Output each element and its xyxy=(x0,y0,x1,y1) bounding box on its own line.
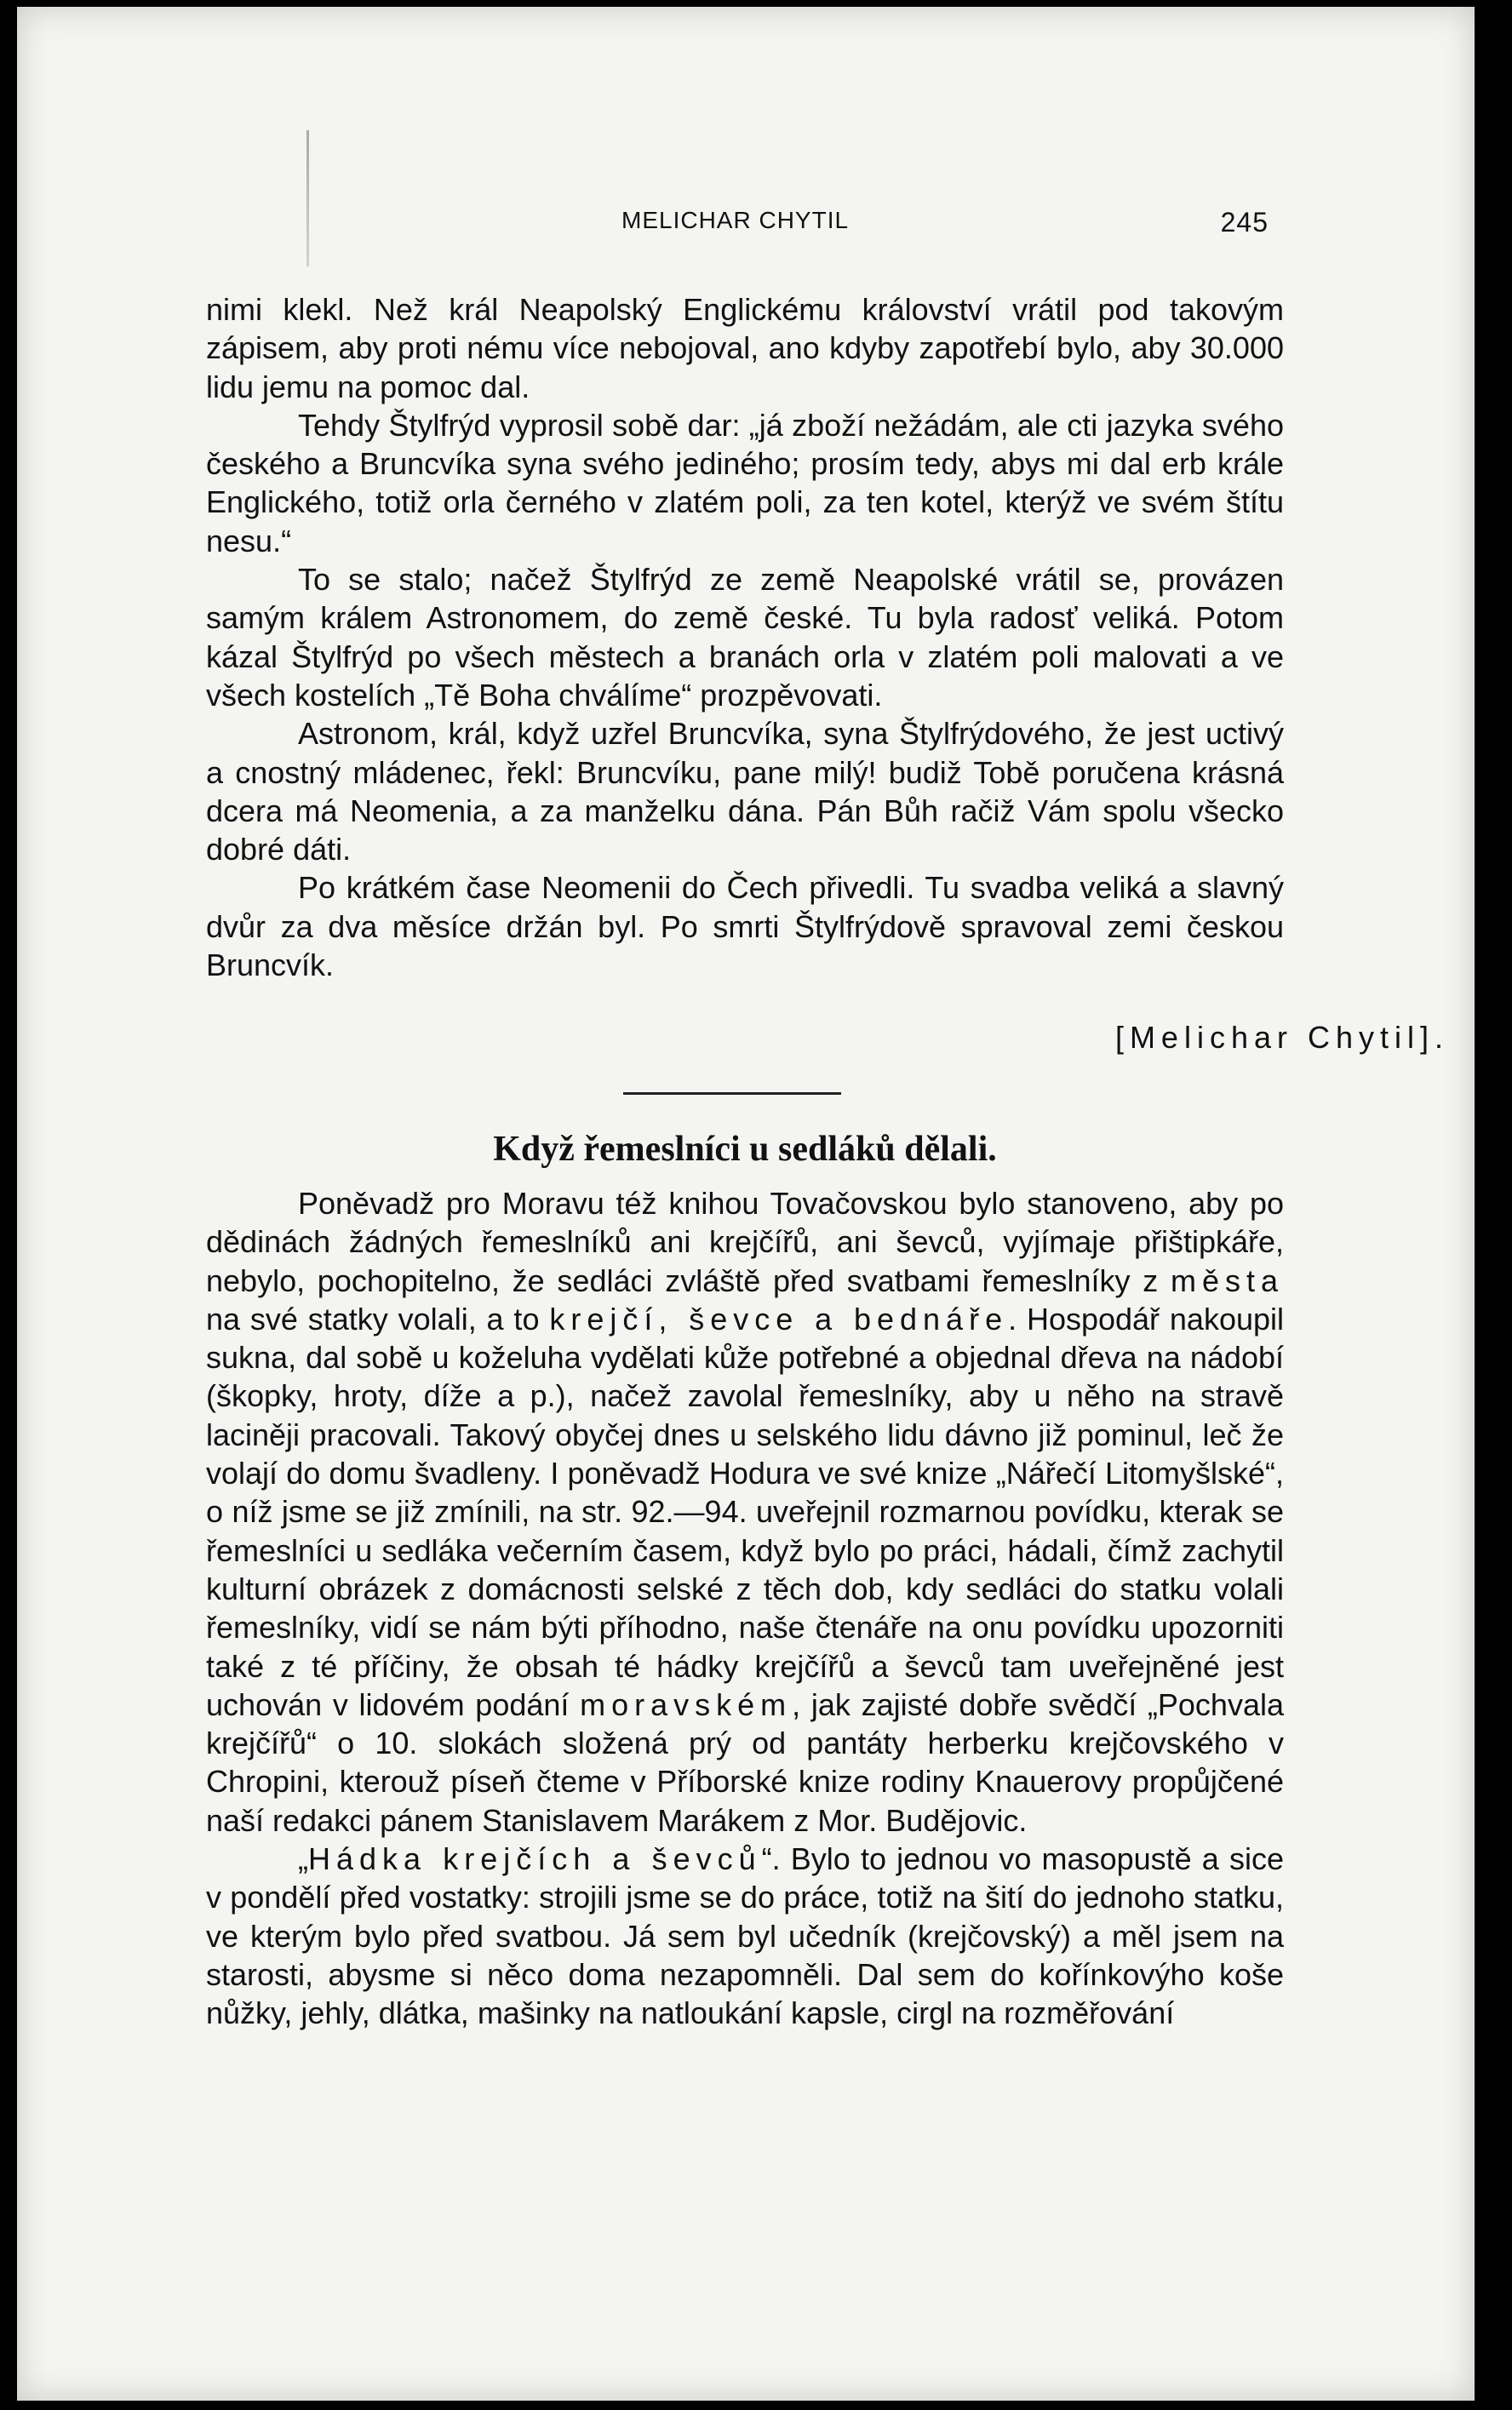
emphasized-text: Hádka krejčích a ševců xyxy=(308,1841,762,1877)
text-run: , jak zajisté dobře svědčí „Pochvala krejčířů“ o 10. slokách složená prý od pantáty herberku krejčovského v Chropini, kterouž píseň čteme v Příborské knize rodiny Knauerovy propůjčené naší redakci pánem Stanislavem Marákem z Mor. Budějovic. xyxy=(206,1686,1284,1838)
paragraph xyxy=(206,1840,1284,2032)
text-run: Poněvadž pro Moravu též knihou Tovačovskou bylo stanoveno, aby po dědinách žádných řemeslníků ani krejčířů, ani ševců, vyjímaje přištipkáře, nebylo, pochopitelno, že sedláci zvláště před svatbami řemeslníky z xyxy=(206,1186,1284,1298)
book-page xyxy=(17,7,1475,2401)
page-fold-mark xyxy=(306,130,309,266)
text-run: na své statky volali, a to xyxy=(206,1301,550,1337)
paragraph: To se stalo; načež Štylfrýd ze země Neapolské vrátil se, provázen samým králem Astronomem, do země české. Tu byla radosť veliká. Potom kázal Štylfrýd po všech městech a branách orla v zlatém poli malovati a ve všech kostelích „Tě Boha chválíme“ prozpěvovati. xyxy=(206,562,1284,713)
story-conclusion xyxy=(206,290,1284,984)
text-run: „ xyxy=(298,1841,308,1877)
paragraph: Tehdy Štylfrýd vyprosil sobě dar: „já zboží nežádám, ale cti jazyka svého českého a Bruncvíka syna svého jediného; prosím tedy, abys mi dal erb krále Englického, totiž orla černého v zlatém poli, za ten kotel, kterýž ve svém štítu nesu.“ xyxy=(206,407,1284,558)
emphasized-text: krejčí, ševce a bednáře xyxy=(549,1301,1009,1337)
text-run: “. Bylo to jednou vo masopustě a sice v pondělí před vostatky: strojili jsme se do práce, totiž na šití do jednoho statku, ve kterým bylo před svatbou. Já sem byl učedník (krejčovský) a měl jsem na starosti, abysme si něco doma nezapomněli. Dal sem do kořínkovýho koše nůžky, jehly, dlátka, mašinky na natloukání kapsle, cirgl na rozměřování xyxy=(206,1841,1284,2031)
section-heading: Když řemeslníci u sedláků dělali. xyxy=(493,1130,997,1169)
page-number: 245 xyxy=(1220,207,1269,238)
paragraph: Astronom, král, když uzřel Bruncvíka, syna Štylfrýdového, že jest uctivý a cnostný mládenec, řekl: Bruncvíku, pane milý! budiž Tobě poručena krásná dcera má Neomenia, a za manželku dána. Pán Bůh račiž Vám spolu všecko dobré dáti. xyxy=(206,716,1284,867)
paragraph: Po krátkém čase Neomenii do Čech přivedli. Tu svadba veliká a slavný dvůr za dva měsíce držán byl. Po smrti Štylfrýdově spravoval zemi českou Bruncvík. xyxy=(206,870,1284,983)
paragraph xyxy=(206,1184,1284,1840)
author-signature: [Melichar Chytil]. xyxy=(1114,1020,1449,1055)
section-divider xyxy=(623,1092,841,1095)
running-head-title: MELICHAR CHYTIL xyxy=(621,207,850,233)
section-body xyxy=(206,1184,1284,2033)
emphasized-text: moravském xyxy=(580,1686,793,1722)
emphasized-text: města xyxy=(1170,1262,1284,1298)
running-header xyxy=(621,207,1269,238)
paragraph: nimi klekl. Než král Neapolský Englickému království vrátil pod takovým zápisem, aby proti nému více nebojoval, ano kdyby zapotřebí bylo, aby 30.000 lidu jemu na pomoc dal. xyxy=(206,292,1284,404)
text-run: . Hospodář nakoupil sukna, dal sobě u koželuha vydělati kůže potřebné a objednal dřeva na nádobí (škopky, hroty, díže a p.), načež zavolal řemeslníky, aby u něho na stravě laciněji pracovali. Takový obyčej dnes u selského lidu dávno již pominul, leč že volají do domu švadleny. I poněvadž Hodura ve své knize „Nářečí Litomyšlské“, o níž jsme se již zmínili, na str. 92.—94. uveřejnil rozmarnou povídku, kterak se řemeslníci u sedláka večerním časem, když bylo po práci, hádali, čímž zachytil kulturní obrázek z domácnosti selské z těch dob, kdy sedláci do statku volali řemeslníky, vidí se nám býti příhodno, naše čtenáře na onu povídku upozorniti také z té příčiny, že obsah té hádky krejčířů a ševců tam uveřejněné jest uchován v lidovém podání xyxy=(206,1301,1285,1722)
